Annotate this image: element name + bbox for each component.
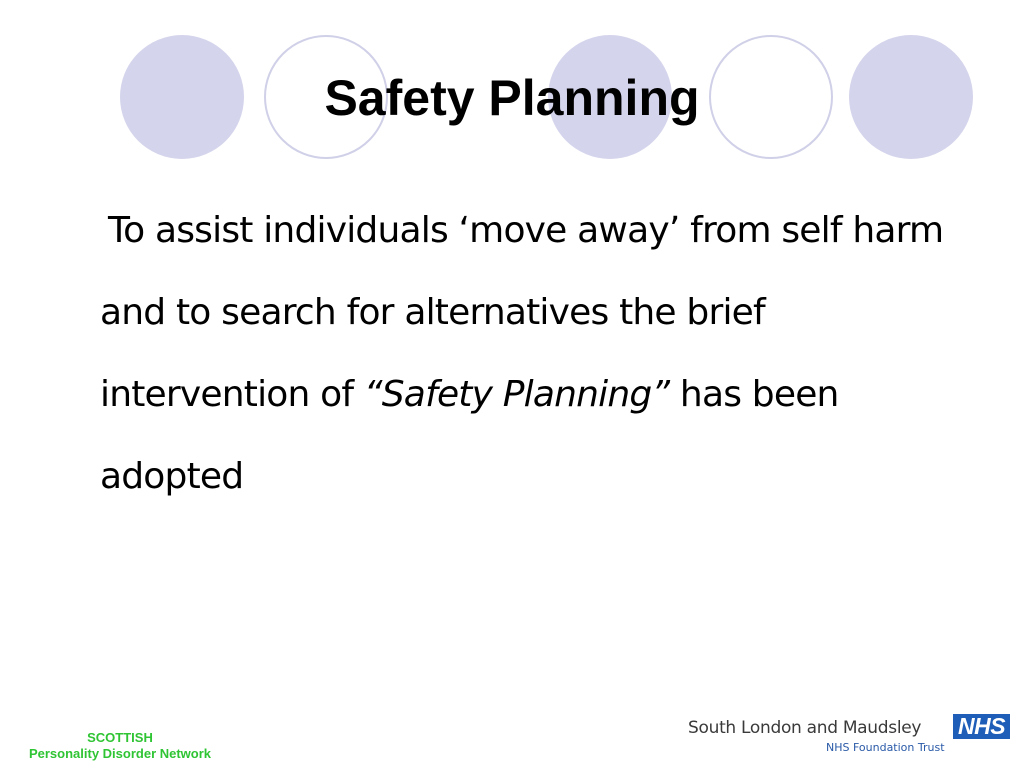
- scottish-network-logo: [0, 730, 240, 762]
- slam-trust-name: South London and Maudsley: [688, 718, 922, 738]
- slide-body-text: [100, 190, 980, 518]
- scottish-network-line1: SCOTTISH: [87, 730, 153, 745]
- slide-title: Safety Planning: [324, 70, 700, 126]
- nhs-logo: NHS: [953, 714, 1010, 739]
- nhs-foundation-trust-label: NHS Foundation Trust: [826, 741, 945, 754]
- body-outro: has been adopted: [100, 374, 839, 497]
- scottish-network-line2: Personality Disorder Network: [28, 746, 212, 761]
- body-emphasis: “Safety Planning”: [363, 374, 670, 415]
- body-intro: To assist individuals ‘move away’ from self harm and to search for alternatives the brief intervention of: [100, 210, 944, 415]
